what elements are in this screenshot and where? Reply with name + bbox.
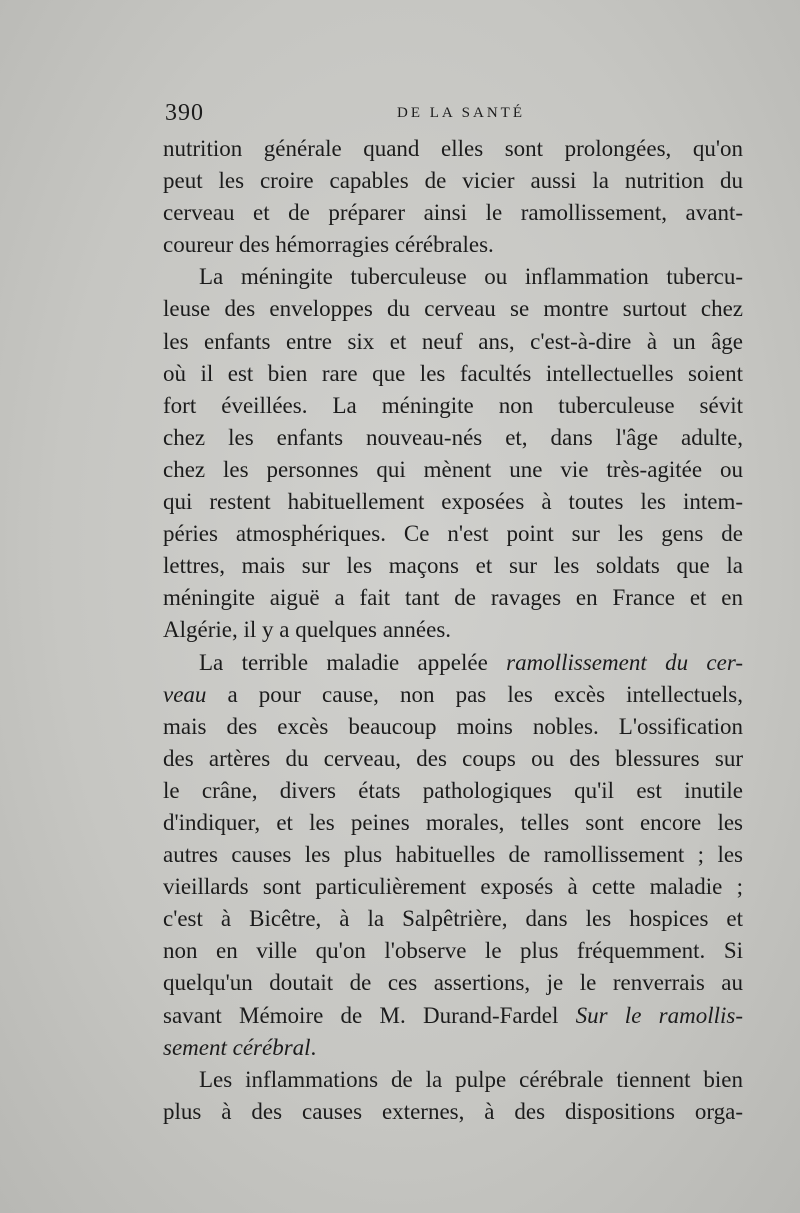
- text-run: La terrible maladie appelée: [199, 649, 507, 675]
- text-line: lettres, mais sur les maçons et sur les soldats que la: [163, 553, 743, 579]
- text-line: [163, 1000, 743, 1032]
- text-line: où il est bien rare que les facultés intellectuelles soient: [163, 360, 743, 386]
- text-line: La méningite tuberculeuse ou inflammation tubercu-: [199, 264, 743, 290]
- text-line: autres causes les plus habituelles de ramollissement ; les: [163, 842, 743, 868]
- text-line: [163, 679, 743, 711]
- text-line: plus à des causes externes, à des dispositions orga-: [163, 1098, 743, 1124]
- text-line: péries atmosphériques. Ce n'est point sur les gens de: [163, 521, 743, 547]
- text-line: cerveau et de préparer ainsi le ramollissement, avant-: [163, 200, 743, 226]
- text-run: savant Mémoire de M. Durand-Fardel: [163, 1002, 576, 1028]
- text-line: coureur des hémorragies cérébrales.: [163, 232, 494, 258]
- page-number: 390: [165, 100, 204, 126]
- text-line: chez les personnes qui mènent une vie très-agitée ou: [163, 456, 743, 482]
- text-line: des artères du cerveau, des coups ou des blessures sur: [163, 745, 743, 771]
- text-run: a pour cause, non pas les excès intellectuels,: [206, 681, 743, 707]
- text-line: non en ville qu'on l'observe le plus fréquemment. Si: [163, 938, 743, 964]
- text-line: d'indiquer, et les peines morales, telles sont encore les: [163, 809, 743, 835]
- text-line: méningite aiguë a fait tant de ravages en France et en: [163, 585, 743, 611]
- text-line: les enfants entre six et neuf ans, c'est-à-dire à un âge: [163, 328, 743, 354]
- text-line: c'est à Bicêtre, à la Salpêtrière, dans les hospices et: [163, 906, 743, 932]
- running-title: DE LA SANTÉ: [397, 105, 525, 121]
- italic-term: Sur le ramollis-: [575, 1002, 743, 1028]
- text-line: mais des excès beaucoup moins nobles. L'ossification: [163, 713, 743, 739]
- text-run: .: [310, 1034, 317, 1060]
- text-line: Algérie, il y a quelques années.: [163, 617, 452, 643]
- text-line: fort éveillées. La méningite non tuberculeuse sévit: [163, 392, 743, 418]
- body-text: [163, 133, 743, 1128]
- text-line: peut les croire capables de vicier aussi la nutrition du: [163, 168, 743, 194]
- text-line: [163, 647, 743, 679]
- italic-term: sement cérébral: [163, 1034, 311, 1060]
- text-line: [163, 1032, 743, 1064]
- text-line: nutrition générale quand elles sont prolongées, qu'on: [163, 136, 743, 161]
- italic-term: ramollissement du cer-: [506, 649, 744, 675]
- text-line: le crâne, divers états pathologiques qu'il est inutile: [163, 777, 743, 803]
- text-line: leuse des enveloppes du cerveau se montre surtout chez: [163, 296, 743, 322]
- page-header: [165, 100, 740, 130]
- text-line: quelqu'un doutait de ces assertions, je le renverrais au: [163, 970, 743, 996]
- text-line: vieillards sont particulièrement exposés à cette maladie ;: [163, 874, 743, 900]
- text-line: qui restent habituellement exposées à toutes les intem-: [163, 489, 743, 515]
- text-line: chez les enfants nouveau-nés et, dans l'âge adulte,: [163, 424, 743, 450]
- italic-term: veau: [163, 681, 207, 707]
- text-line: Les inflammations de la pulpe cérébrale tiennent bien: [199, 1066, 743, 1092]
